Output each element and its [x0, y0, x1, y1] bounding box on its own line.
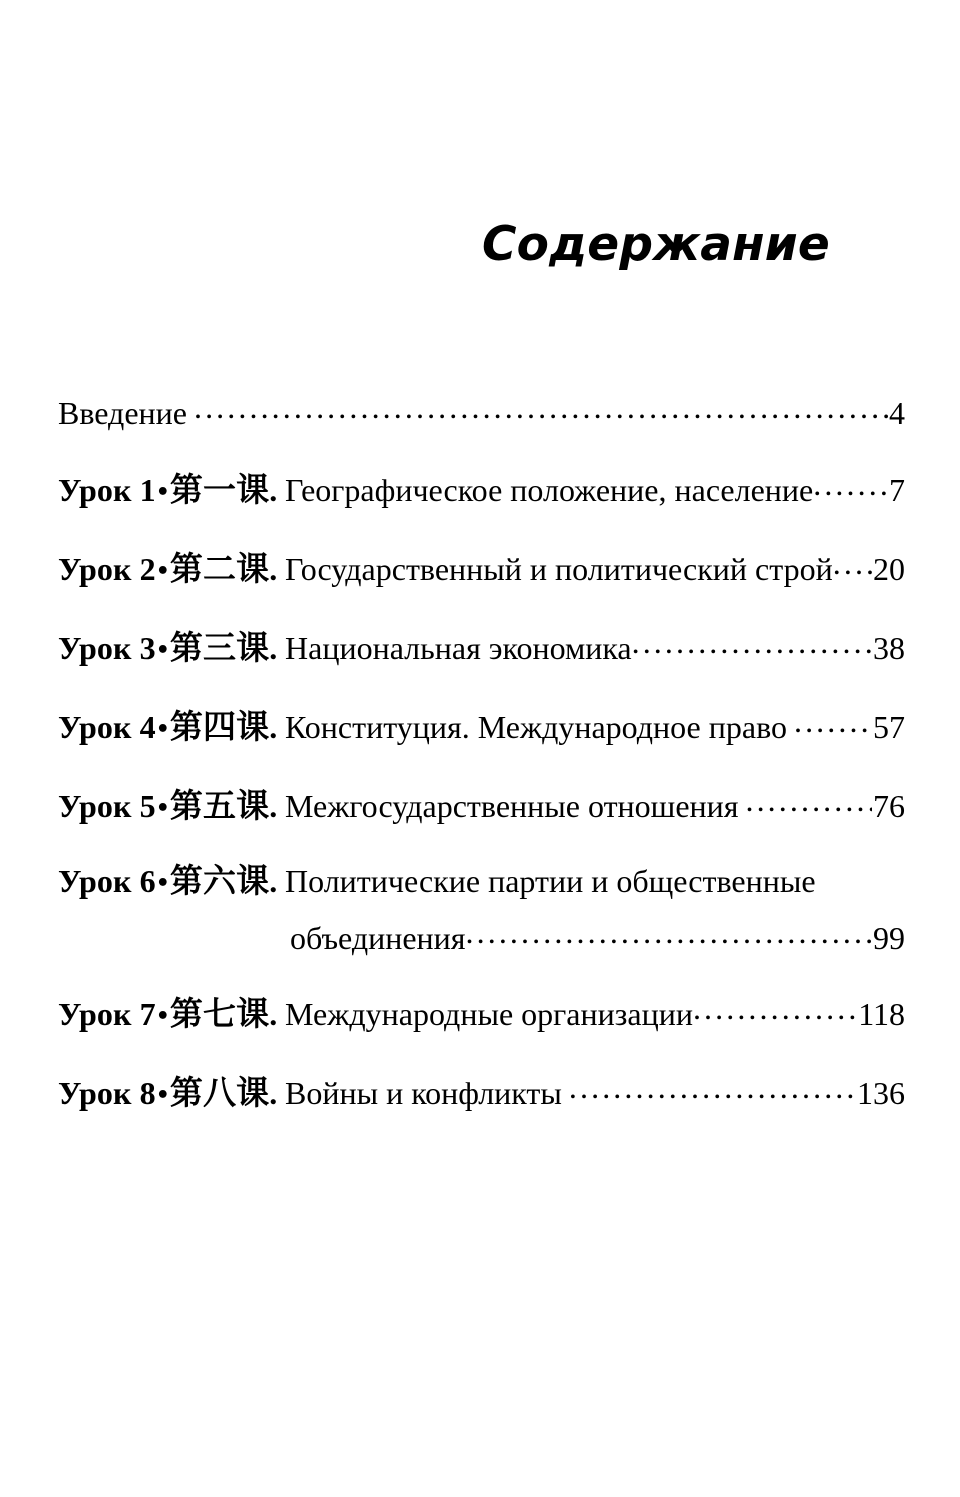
toc-page-number: 118: [858, 996, 905, 1032]
toc-entry-title: Международные организации: [285, 996, 693, 1032]
leader-dots: [813, 469, 888, 501]
toc-lesson-label-ru: Урок 2: [58, 551, 156, 587]
toc-lesson-label: [58, 1073, 278, 1113]
leader-dots: [693, 993, 857, 1025]
page-title: Содержание: [481, 217, 830, 272]
toc-entry-lesson-2[interactable]: [58, 548, 905, 589]
leader-dots: [794, 706, 872, 738]
toc-lesson-label-ru: Урок 1: [58, 472, 156, 508]
toc-lesson-label-ru: Урок 7: [58, 996, 156, 1032]
toc-lesson-label-period: .: [269, 996, 278, 1032]
toc-lesson-label-cjk: 第一课: [169, 470, 270, 509]
bullet-separator-icon: •: [155, 1083, 170, 1108]
toc-lesson-label-period: .: [269, 630, 278, 666]
toc-lesson-label-cjk: 第八课: [169, 1073, 270, 1112]
leader-dots: [466, 917, 872, 949]
toc-lesson-label-ru: Урок 6: [58, 863, 156, 899]
toc-lesson-label: [58, 470, 278, 510]
toc-lesson-label: [58, 628, 278, 668]
toc-lesson-label-period: .: [269, 863, 278, 899]
toc-row: [58, 706, 905, 747]
toc-lesson-label: [58, 994, 278, 1034]
toc-lesson-label-period: .: [269, 788, 278, 824]
bullet-separator-icon: •: [155, 559, 170, 584]
toc-entry-lesson-8[interactable]: [58, 1072, 905, 1113]
toc-lesson-label-period: .: [269, 709, 278, 745]
toc-entry-lesson-6[interactable]: [58, 861, 905, 956]
leader-dots: [745, 785, 872, 817]
toc-entry-title: Национальная экономика: [285, 630, 632, 666]
leader-dots: [569, 1072, 856, 1104]
toc-lesson-label-cjk: 第二课: [169, 549, 270, 588]
toc-lesson-label-ru: Урок 8: [58, 1075, 156, 1111]
toc-row: [58, 627, 905, 668]
table-of-contents-list: [58, 392, 905, 1113]
toc-page-number: 4: [889, 395, 905, 431]
leader-dots: [194, 392, 888, 424]
leader-dots: [833, 548, 872, 580]
toc-lesson-label-ru: Урок 4: [58, 709, 156, 745]
toc-row: [58, 548, 905, 589]
toc-entry-title: Государственный и политический строй: [285, 551, 833, 587]
toc-row: [58, 392, 905, 430]
toc-entry-lesson-5[interactable]: [58, 785, 905, 826]
toc-entry-lesson-4[interactable]: [58, 706, 905, 747]
toc-page-number: 136: [857, 1075, 905, 1111]
toc-lesson-label: [58, 707, 278, 747]
toc-entry-title-continuation: объединения: [290, 920, 466, 956]
toc-entry-title: Географическое положение, население: [285, 472, 814, 508]
toc-entry-title: Политические партии и общественные: [285, 863, 816, 899]
bullet-separator-icon: •: [155, 638, 170, 663]
toc-page-number: 99: [873, 920, 905, 956]
toc-lesson-label-ru: Урок 3: [58, 630, 156, 666]
toc-lesson-label: [58, 549, 278, 589]
bullet-separator-icon: •: [155, 480, 170, 505]
toc-lesson-label-period: .: [269, 551, 278, 587]
toc-lesson-label-period: .: [269, 472, 278, 508]
toc-entry-title: Конституция. Международное право: [285, 709, 787, 745]
toc-page-number: 7: [889, 472, 905, 508]
toc-page-number: 76: [873, 788, 905, 824]
toc-lesson-label-cjk: 第五课: [169, 786, 270, 825]
toc-page-number: 20: [873, 551, 905, 587]
toc-entry-lesson-3[interactable]: [58, 627, 905, 668]
toc-page-number: 57: [873, 709, 905, 745]
toc-row: [58, 469, 905, 510]
toc-page-number: 38: [873, 630, 905, 666]
bullet-separator-icon: •: [155, 796, 170, 821]
toc-lesson-label-cjk: 第四课: [169, 707, 270, 746]
toc-lesson-label-cjk: 第六课: [169, 861, 270, 900]
toc-entry-title: Введение: [58, 395, 187, 431]
toc-entry-lesson-1[interactable]: [58, 469, 905, 510]
leader-dots: [632, 627, 872, 659]
toc-entry-title: Войны и конфликты: [285, 1075, 562, 1111]
toc-row: [58, 785, 905, 826]
toc-entry-introduction[interactable]: [58, 392, 905, 430]
toc-row-continuation: [58, 917, 905, 955]
toc-lesson-label-ru: Урок 5: [58, 788, 156, 824]
toc-lesson-label: [58, 861, 278, 901]
toc-row: [58, 861, 905, 901]
toc-entry-title: Межгосударственные отношения: [285, 788, 739, 824]
toc-row: [58, 993, 905, 1034]
bullet-separator-icon: •: [155, 871, 170, 896]
toc-lesson-label-cjk: 第七课: [169, 994, 270, 1033]
bullet-separator-icon: •: [155, 1004, 170, 1029]
toc-row: [58, 1072, 905, 1113]
bullet-separator-icon: •: [155, 717, 170, 742]
toc-lesson-label-period: .: [269, 1075, 278, 1111]
toc-entry-lesson-7[interactable]: [58, 993, 905, 1034]
toc-lesson-label: [58, 786, 278, 826]
toc-lesson-label-cjk: 第三课: [169, 628, 270, 667]
